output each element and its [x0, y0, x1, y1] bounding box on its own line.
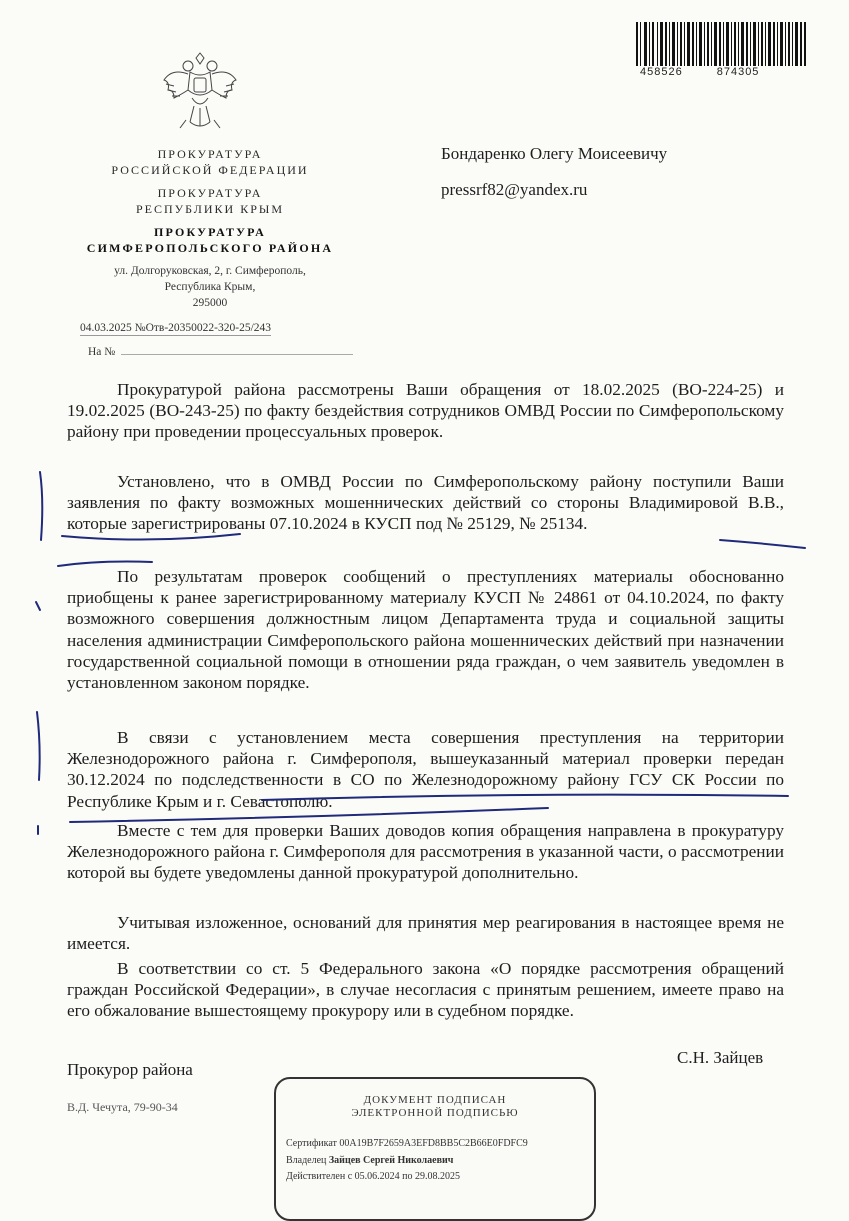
paragraph-text: Вместе с тем для проверки Ваших доводов копия обращения направлена в прокуратуру Железнодорожного района г. Симферополя для рассмотрения в указанной части, о рассмотрении которой вы будете уведомлены данной прокуратурой дополнительно.	[67, 821, 784, 883]
stamp-owner	[286, 1155, 453, 1166]
underline-2	[720, 540, 805, 548]
body-paragraph-6	[67, 912, 784, 954]
valid-value: с 05.06.2024 по 29.08.2025	[347, 1171, 461, 1182]
sender-line-2: РОССИЙСКОЙ ФЕДЕРАЦИИ	[111, 163, 309, 177]
barcode	[636, 22, 806, 66]
body-paragraph-1	[67, 379, 784, 443]
margin-mark-2	[36, 602, 40, 610]
cert-value: 00A19B7F2659A3EFD8BB5C2B66E0FDFC9	[339, 1138, 528, 1149]
underline-1	[62, 534, 240, 540]
stamp-title-2: ЭЛЕКТРОННОЙ ПОДПИСЬЮ	[351, 1107, 519, 1119]
cert-label: Сертификат	[286, 1138, 337, 1149]
stamp-title-1: ДОКУМЕНТ ПОДПИСАН	[363, 1094, 507, 1106]
sender-address-2: Республика Крым,	[164, 281, 256, 293]
sender-line-6: СИМФЕРОПОЛЬСКОГО РАЙОНА	[86, 241, 334, 255]
coat-of-arms-emblem	[160, 50, 240, 140]
outgoing-reference	[80, 322, 271, 334]
stamp-validity	[286, 1171, 460, 1182]
sender-line-1: ПРОКУРАТУРА	[157, 147, 263, 161]
outgoing-reference-text: 04.03.2025 №Отв-20350022-320-25/243	[80, 322, 272, 334]
barcode-numbers	[640, 66, 810, 78]
executor-contact: В.Д. Чечута, 79-90-34	[67, 1100, 178, 1114]
paragraph-text: Установлено, что в ОМВД России по Симферопольскому району поступили Ваши заявления по факту возможных мошеннических действий со стороны Владимировой В.В., которые зарегистрированы 07.10.2024 в КУСП под № 25129, № 25134.	[67, 472, 784, 534]
recipient-name: Бондаренко Олегу Моисеевичу	[441, 144, 668, 163]
margin-mark-1	[40, 472, 42, 540]
body-paragraph-7	[67, 958, 784, 1022]
owner-label: Владелец	[286, 1155, 327, 1166]
owner-value: Зайцев Сергей Николаевич	[328, 1155, 454, 1166]
paragraph-text: По результатам проверок сообщений о преступлениях материалы обоснованно приобщены к ранее зарегистрированному материалу КУСП № 24861 от 04.10.2024, по факту возможного совершения должностным лицом Департамента труда и социальной защиты населения администрации Симферопольского района мошеннических действий при назначении государственной социальной помощи в отношении ряда граждан, о чем заявитель уведомлен в установленном законом порядке.	[67, 567, 784, 693]
signature-name: С.Н. Зайцев	[677, 1048, 764, 1067]
body-paragraph-3	[67, 566, 784, 693]
in-reply-blank	[121, 354, 353, 355]
in-reply-label: На №	[88, 346, 116, 358]
barcode-left-number: 458526	[640, 66, 683, 78]
valid-label: Действителен	[286, 1171, 346, 1182]
sender-address-1: ул. Долгоруковская, 2, г. Симферополь,	[114, 265, 306, 277]
body-paragraph-5	[67, 820, 784, 884]
in-reply-to	[88, 346, 353, 358]
body-paragraph-2	[67, 471, 784, 535]
barcode-right-number: 874305	[716, 66, 760, 78]
sender-line-5: ПРОКУРАТУРА	[153, 225, 267, 239]
sender-line-4: РЕСПУБЛИКИ КРЫМ	[135, 202, 285, 216]
paragraph-text: В связи с установлением места совершения преступления на территории Железнодорожного района г. Симферополя, вышеуказанный материал проверки передан 30.12.2024 по подследственности в СО по Железнодорожному району ГСУ СК России по Республике Крым и г. Севастополю.	[67, 728, 784, 811]
paragraph-text: Учитывая изложенное, оснований для принятия мер реагирования в настоящее время не имеется.	[67, 913, 784, 954]
electronic-signature-stamp	[274, 1077, 596, 1221]
sender-address-3: 295000	[192, 297, 228, 309]
stamp-certificate	[286, 1138, 528, 1149]
sender-line-3: ПРОКУРАТУРА	[157, 186, 263, 200]
body-paragraph-4	[67, 727, 784, 812]
recipient-email: pressrf82@yandex.ru	[441, 180, 588, 199]
paragraph-text: В соответствии со ст. 5 Федерального закона «О порядке рассмотрения обращений граждан Российской Федерации», в случае несогласия с принятым решением, имеете право на его обжалование вышестоящему прокурору или в судебном порядке.	[67, 959, 784, 1021]
margin-mark-3	[37, 712, 40, 780]
paragraph-text: Прокуратурой района рассмотрены Ваши обращения от 18.02.2025 (ВО-224-25) и 19.02.2025 (ВО-243-25) по факту бездействия сотрудников ОМВД России по Симферопольскому району при проведении процессуальных проверок.	[67, 380, 784, 442]
signature-position: Прокурор района	[67, 1060, 193, 1079]
